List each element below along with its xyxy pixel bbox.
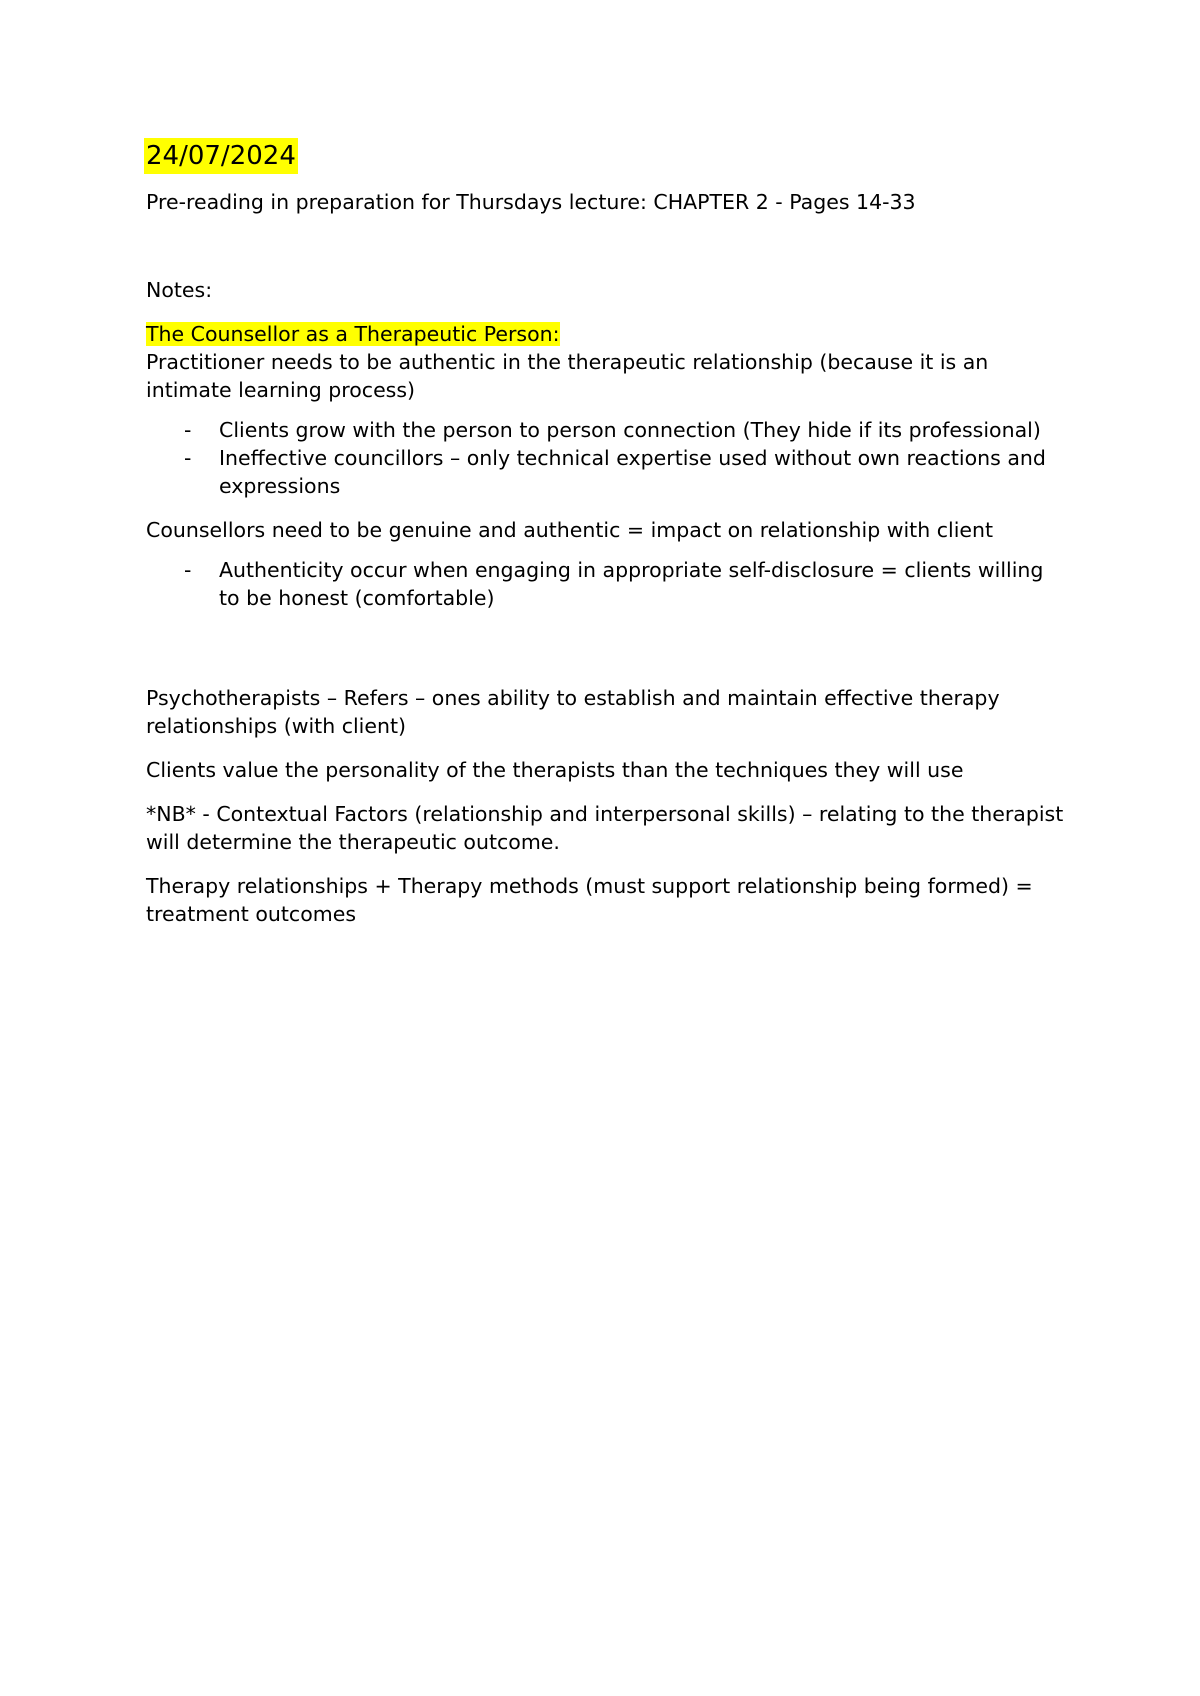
list-item bbox=[146, 556, 1066, 612]
bullet-list-1 bbox=[146, 416, 1066, 500]
bullet-text: Clients grow with the person to person connection (They hide if its professional) bbox=[219, 418, 1041, 442]
paragraph-nb: *NB* - Contextual Factors (relationship and interpersonal skills) – relating to the therapist will determine the therapeutic outcome. bbox=[146, 802, 1064, 854]
paragraph-therapy-relationships: Therapy relationships + Therapy methods (must support relationship being formed) = treatment outcomes bbox=[146, 874, 1033, 926]
section-heading: The Counsellor as a Therapeutic Person: bbox=[146, 322, 560, 346]
bullet-dash: - bbox=[184, 558, 192, 582]
paragraph-clients-value: Clients value the personality of the therapists than the techniques they will use bbox=[146, 758, 964, 782]
section-heading-line bbox=[146, 320, 1066, 348]
paragraph-practitioner: Practitioner needs to be authentic in the therapeutic relationship (because it is an intimate learning process) bbox=[146, 350, 989, 402]
document-page bbox=[146, 138, 1066, 928]
paragraph-counsellors: Counsellors need to be genuine and authentic = impact on relationship with client bbox=[146, 518, 994, 542]
bullet-list-2 bbox=[146, 556, 1066, 612]
paragraph-psychotherapists: Psychotherapists – Refers – ones ability to establish and maintain effective therapy relationships (with client) bbox=[146, 686, 1000, 738]
bullet-text: Authenticity occur when engaging in appropriate self-disclosure = clients willing to be honest (comfortable) bbox=[219, 558, 1044, 610]
intro-text: Pre-reading in preparation for Thursdays lecture: CHAPTER 2 - Pages 14-33 bbox=[146, 190, 916, 214]
bullet-text: Ineffective councillors – only technical expertise used without own reactions and expressions bbox=[219, 446, 1046, 498]
list-item bbox=[146, 416, 1066, 444]
list-item bbox=[146, 444, 1066, 500]
date-heading: 24/07/2024 bbox=[144, 138, 298, 174]
bullet-dash: - bbox=[184, 418, 192, 442]
notes-label: Notes: bbox=[146, 278, 213, 302]
bullet-dash: - bbox=[184, 446, 192, 470]
date-heading-line bbox=[146, 138, 1066, 174]
